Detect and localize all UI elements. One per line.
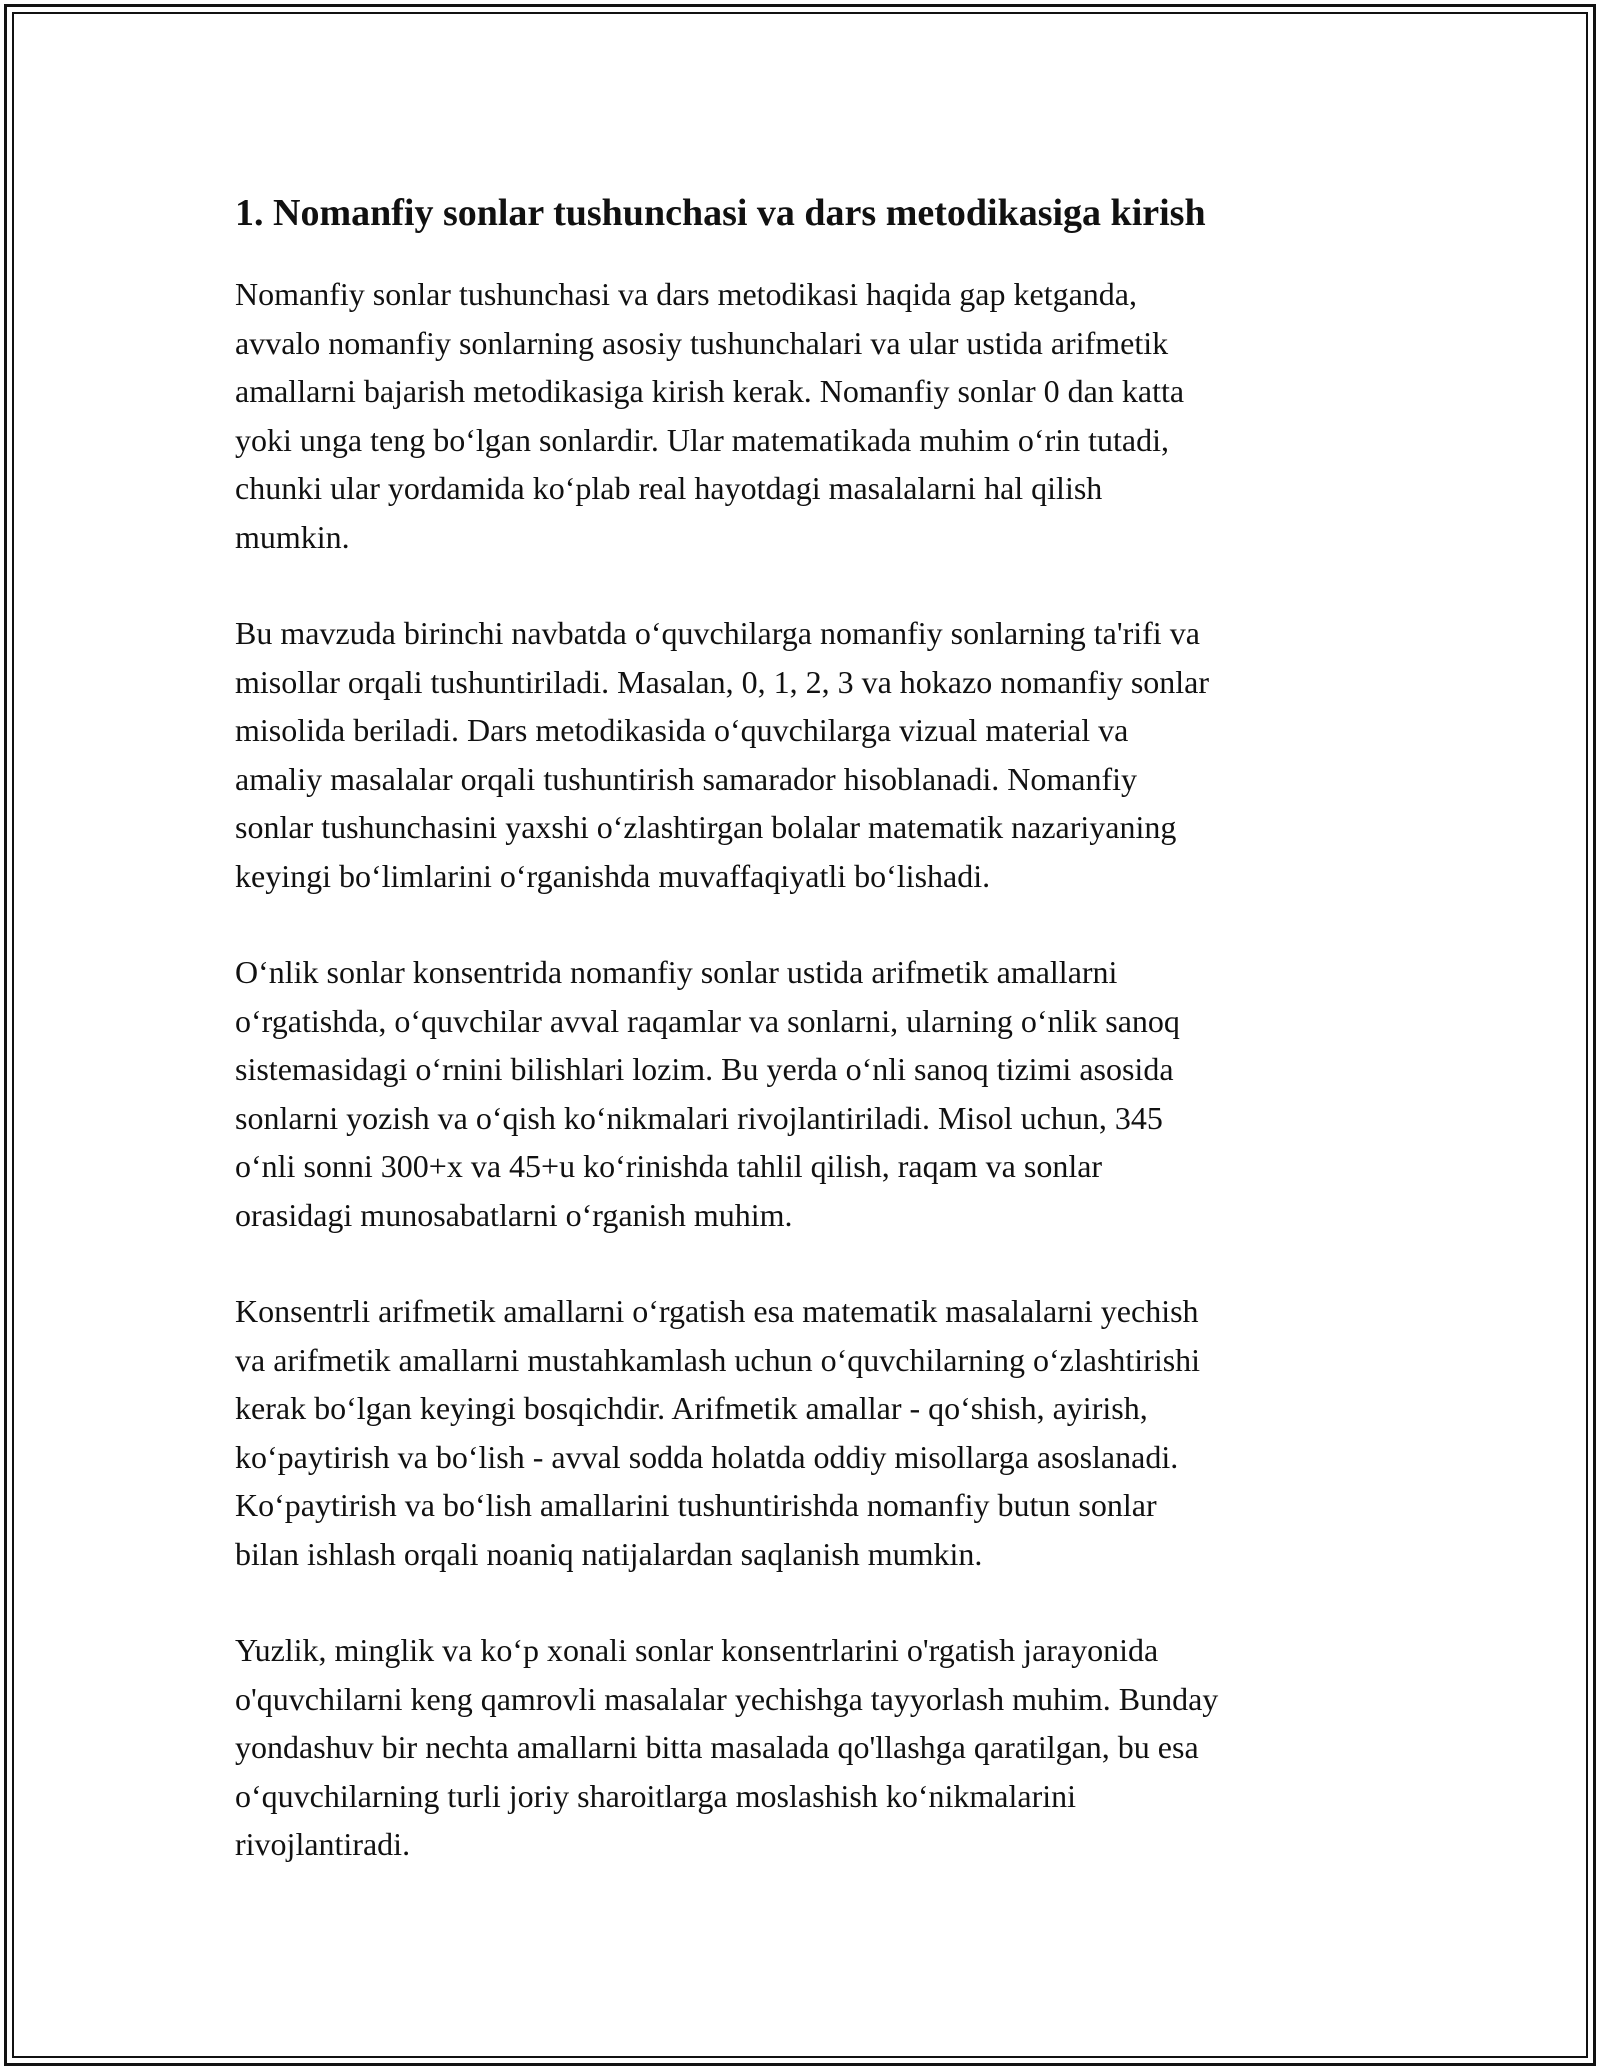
section-heading: 1. Nomanfiy sonlar tushunchasi va dars metodikasiga kirish [235,192,1206,234]
paragraph-4 [235,1287,1385,1578]
text-line: yondashuv bir nechta amallarni bitta masalada qo'llashga qaratilgan, bu esa [235,1729,1199,1765]
text-line: kerak boʻlgan keyingi bosqichdir. Arifmetik amallar - qoʻshish, ayirish, [235,1390,1148,1426]
text-line: Oʻnlik sonlar konsentrida nomanfiy sonlar ustida arifmetik amallarni [235,954,1118,990]
text-line: misolida beriladi. Dars metodikasida oʻquvchilarga vizual material va [235,712,1129,748]
text-line: koʻpaytirish va boʻlish - avval sodda holatda oddiy misollarga asoslanadi. [235,1438,1179,1475]
text-line: Bu mavzuda birinchi navbatda oʻquvchilarga nomanfiy sonlarning ta'rifi va [235,615,1200,651]
text-line: oʻrgatishda, oʻquvchilar avval raqamlar va sonlarni, ularning oʻnlik sanoq [235,1002,1180,1039]
text-line: chunki ular yordamida koʻplab real hayotdagi masalalarni hal qilish [235,470,1103,506]
text-line: sistemasidagi oʻrnini bilishlari lozim. Bu yerda oʻnli sanoq tizimi asosida [235,1051,1174,1087]
text-line: rivojlantiradi. [235,1826,411,1862]
text-line: mumkin. [235,518,350,555]
text-line: avvalo nomanfiy sonlarning asosiy tushunchalari va ular ustida arifmetik [235,324,1169,361]
text-line: yoki unga teng boʻlgan sonlardir. Ular matematikada muhim oʻrin tutadi, [235,421,1169,458]
text-line: Koʻpaytirish va boʻlish amallarini tushuntirishda nomanfiy butun sonlar [235,1487,1157,1523]
text-line: orasidagi munosabatlarni oʻrganish muhim. [235,1196,793,1233]
text-line: oʻquvchilarning turli joriy sharoitlarga moslashish koʻnikmalarini [235,1777,1077,1814]
text-line: va arifmetik amallarni mustahkamlash uchun oʻquvchilarning oʻzlashtirishi [235,1341,1201,1378]
text-line: Yuzlik, minglik va koʻp xonali sonlar konsentrlarini o'rgatish jarayonida [235,1632,1159,1668]
paragraph-1 [235,270,1385,561]
paragraph-3 [235,948,1385,1239]
text-line: amaliy masalalar orqali tushuntirish samarador hisoblanadi. Nomanfiy [235,760,1137,797]
text-line: Nomanfiy sonlar tushunchasi va dars metodikasi haqida gap ketganda, [235,276,1137,312]
text-line: Konsentrli arifmetik amallarni oʻrgatish esa matematik masalalarni yechish [235,1293,1199,1329]
text-line: amallarni bajarish metodikasiga kirish kerak. Nomanfiy sonlar 0 dan katta [235,373,1185,409]
text-line: misollar orqali tushuntiriladi. Masalan, 0, 1, 2, 3 va hokazo nomanfiy sonlar [235,663,1210,700]
text-line: o'quvchilarni keng qamrovli masalalar yechishga tayyorlash muhim. Bunday [235,1680,1219,1717]
paragraph-5 [235,1626,1385,1869]
text-line: oʻnli sonni 300+x va 45+u koʻrinishda tahlil qilish, raqam va sonlar [235,1148,1103,1184]
text-line: keyingi boʻlimlarini oʻrganishda muvaffaqiyatli boʻlishadi. [235,857,991,894]
text-line: sonlarni yozish va oʻqish koʻnikmalari rivojlantiriladi. Misol uchun, 345 [235,1099,1163,1136]
document-body [235,186,1385,1917]
text-line: bilan ishlash orqali noaniq natijalardan saqlanish mumkin. [235,1535,983,1572]
paragraph-2 [235,609,1385,900]
text-line: sonlar tushunchasini yaxshi oʻzlashtirgan bolalar matematik nazariyaning [235,809,1177,845]
